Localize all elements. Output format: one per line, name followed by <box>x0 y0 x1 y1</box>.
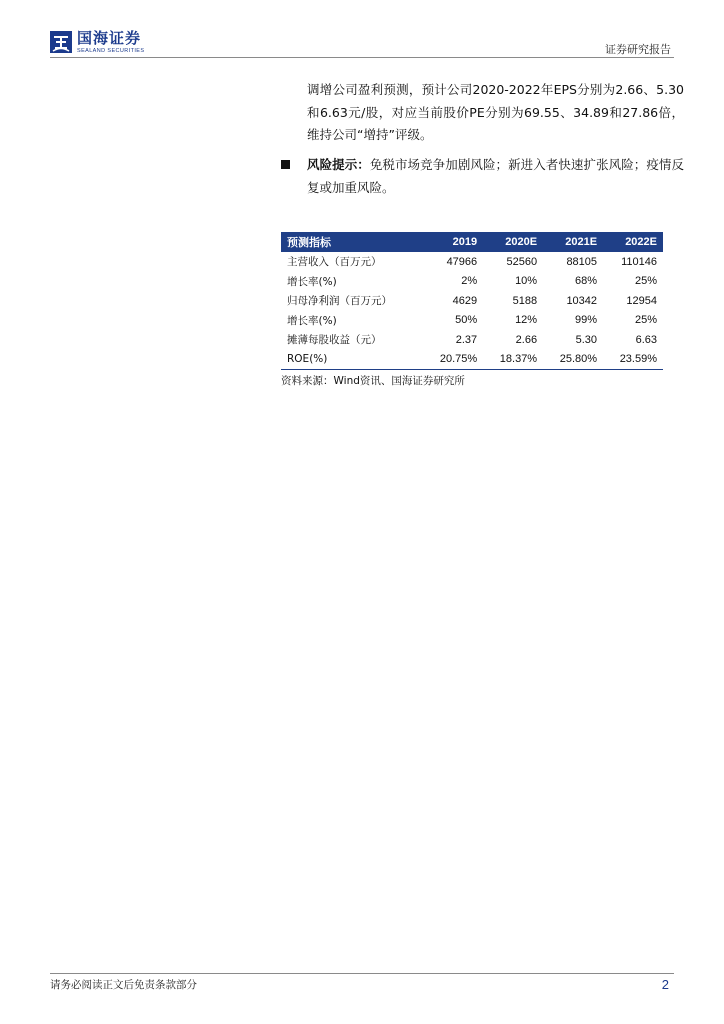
table-header-cell: 预测指标 <box>281 232 423 252</box>
table-cell: 6.63 <box>635 333 657 346</box>
sealand-logo-icon <box>50 31 72 53</box>
table-cell: 99% <box>575 314 598 327</box>
table-cell: 12% <box>515 314 538 327</box>
row-label: 摊薄每股收益（元） <box>287 334 382 347</box>
table-cell: 25% <box>634 275 657 288</box>
table-row <box>281 252 663 272</box>
table-cell: 2% <box>461 275 478 288</box>
table-header-cell: 2019 <box>423 232 483 252</box>
table-cell: 2.37 <box>455 333 478 346</box>
risk-title: 风险提示： <box>307 157 370 172</box>
row-label: ROE(%) <box>281 350 423 370</box>
table-cell: 52560 <box>506 255 538 268</box>
report-type-label: 证券研究报告 <box>605 43 671 56</box>
logo-cn-text: 国海证券 <box>77 29 142 47</box>
square-bullet-icon <box>281 160 290 169</box>
forecast-table <box>281 232 663 370</box>
table-cell: 20.75% <box>423 350 483 370</box>
table-cell: 23.59% <box>603 350 663 370</box>
table-row <box>281 291 663 311</box>
row-label: 归母净利润（百万元） <box>287 295 392 308</box>
row-label: 主营收入（百万元） <box>287 256 382 269</box>
table-cell: 110146 <box>621 255 657 268</box>
table-cell: 4629 <box>452 294 478 307</box>
table-header-cell: 2022E <box>603 232 663 252</box>
table-row <box>281 330 663 350</box>
table-row <box>281 311 663 331</box>
page-number: 2 <box>661 977 669 992</box>
logo-en-text: SEALAND SECURITIES <box>77 48 145 54</box>
table-cell: 10% <box>515 275 538 288</box>
table-source: 资料来源：Wind资讯、国海证券研究所 <box>281 375 465 387</box>
table-cell: 25% <box>634 314 657 327</box>
table-cell: 5.30 <box>575 333 598 346</box>
table-cell: 18.37% <box>483 350 543 370</box>
risk-notice <box>281 154 684 199</box>
table-cell: 68% <box>575 275 598 288</box>
forecast-paragraph: 调增公司盈利预测，预计公司2020-2022年EPS分别为2.66、5.30和6.63元/股，对应当前股价PE分别为69.55、34.89和27.86倍，维持公司“增持”评级。 <box>307 82 684 142</box>
footer-disclaimer: 请务必阅读正文后免责条款部分 <box>50 979 197 991</box>
row-label: 增长率(%) <box>287 314 337 327</box>
footer-divider <box>50 973 674 974</box>
table-cell: 5188 <box>512 294 538 307</box>
table-cell: 50% <box>455 314 478 327</box>
table-cell: 25.80% <box>543 350 603 370</box>
table-cell: 2.66 <box>515 333 538 346</box>
risk-text: 免税市场竞争加剧风险；新进入者快速扩张风险；疫情反复或加重风险。 <box>307 157 684 195</box>
row-label: 增长率(%) <box>287 275 337 288</box>
table-cell: 12954 <box>626 294 657 307</box>
table-header-row <box>281 232 663 252</box>
table-cell: 47966 <box>446 255 478 268</box>
table-header-cell: 2020E <box>483 232 543 252</box>
table-row <box>281 350 663 370</box>
table-header-cell: 2021E <box>543 232 603 252</box>
table-row <box>281 272 663 292</box>
table-cell: 88105 <box>566 255 598 268</box>
header-divider <box>50 57 674 58</box>
sealand-logo <box>50 31 144 54</box>
table-cell: 10342 <box>566 294 598 307</box>
